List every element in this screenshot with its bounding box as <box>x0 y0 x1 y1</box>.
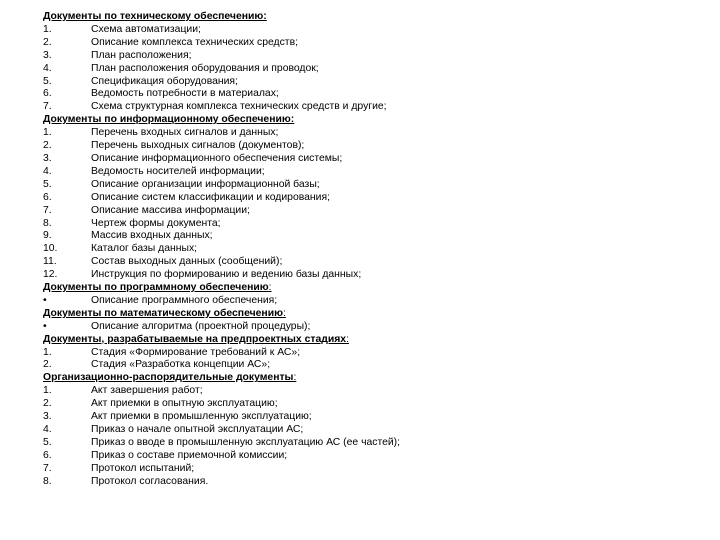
list-item-text: Протокол испытаний; <box>91 462 195 474</box>
section-heading-text: Документы, разрабатываемые на предпроектных стадиях <box>43 333 347 345</box>
list-item-number: 2. <box>43 140 52 152</box>
list-item-text: Описание организации информационной базы; <box>91 178 320 190</box>
list-item-number: 3. <box>43 49 52 61</box>
list-item <box>43 24 703 37</box>
list-item <box>43 424 703 437</box>
list-item <box>43 230 703 243</box>
section-heading-suffix: : <box>293 372 297 384</box>
list-item <box>43 63 703 76</box>
list-item-number: • <box>43 294 47 306</box>
list-item-text: Состав выходных данных (сообщений); <box>91 256 283 268</box>
list-item-text: Ведомость потребности в материалах; <box>91 88 279 100</box>
list-item-text: Акт приемки в промышленную эксплуатацию; <box>91 411 312 423</box>
list-item-number: 2. <box>43 36 52 48</box>
list-item-number: 8. <box>43 475 52 487</box>
list-item-text: Описание алгоритма (проектной процедуры); <box>91 320 311 332</box>
list-item-number: 1. <box>43 385 52 397</box>
list-item-number: • <box>43 320 47 332</box>
list-item-number: 1. <box>43 346 52 358</box>
list-item-text: Описание информационного обеспечения системы; <box>91 152 343 164</box>
list-item <box>43 140 703 153</box>
list-item <box>43 218 703 231</box>
list-item-text: Чертеж формы документа; <box>91 217 221 229</box>
list-item <box>43 88 703 101</box>
list-item-text: Инструкция по формированию и ведению базы данных; <box>91 269 362 281</box>
list-item-text: Схема автоматизации; <box>91 23 201 35</box>
list-item-number: 7. <box>43 462 52 474</box>
section-heading-text: Документы по программному обеспечению <box>43 282 269 294</box>
list-item-text: Акт приемки в опытную эксплуатацию; <box>91 398 278 410</box>
list-item-number: 11. <box>43 256 57 268</box>
list-item <box>43 398 703 411</box>
list-item <box>43 192 703 205</box>
list-item <box>43 37 703 50</box>
list-item-number: 7. <box>43 204 52 216</box>
section-heading <box>43 372 703 385</box>
list-item <box>43 50 703 63</box>
list-item-text: Протокол согласования. <box>91 475 209 487</box>
section-heading-suffix: : <box>268 282 272 294</box>
list-item <box>43 385 703 398</box>
list-item-number: 5. <box>43 75 52 87</box>
list-item-number: 4. <box>43 424 52 435</box>
list-item-number: 9. <box>43 230 52 242</box>
list-item-text: Приказ о вводе в промышленную эксплуатацию АС (ее частей); <box>91 436 401 448</box>
list-item-text: Описание массива информации; <box>91 204 250 216</box>
list-item <box>43 205 703 218</box>
list-item-number: 6. <box>43 88 52 100</box>
section-heading-text: Документы по информационному обеспечению: <box>43 114 295 126</box>
list-item <box>43 347 703 360</box>
section-heading-suffix: : <box>282 307 286 319</box>
section-heading <box>43 282 703 295</box>
list-item-text: План расположения; <box>91 49 192 61</box>
list-item <box>43 359 703 372</box>
list-item <box>43 127 703 140</box>
list-item <box>43 243 703 256</box>
list-item-text: Перечень выходных сигналов (документов); <box>91 140 305 152</box>
list-item-text: Стадия «Формирование требований к АС»; <box>91 346 301 358</box>
list-item-number: 5. <box>43 178 52 190</box>
list-item-text: Описание систем классификации и кодирования; <box>91 191 330 203</box>
list-item-text: Ведомость носителей информации; <box>91 165 265 177</box>
list-item-number: 4. <box>43 62 52 74</box>
section-heading <box>43 334 703 347</box>
document-body <box>43 11 703 489</box>
list-item-text: Массив входных данных; <box>91 230 213 242</box>
list-item <box>43 476 703 489</box>
list-item-number: 3. <box>43 411 52 423</box>
section-heading <box>43 11 703 24</box>
list-item <box>43 256 703 269</box>
list-item-number: 12. <box>43 269 58 281</box>
list-item <box>43 166 703 179</box>
list-item-number: 1. <box>43 127 52 139</box>
list-item-number: 6. <box>43 449 52 461</box>
list-item-number: 10. <box>43 243 58 255</box>
list-item-number: 4. <box>43 165 52 177</box>
list-item <box>43 450 703 463</box>
list-item-number: 6. <box>43 191 52 203</box>
list-item-number: 5. <box>43 436 52 448</box>
list-item <box>43 437 703 450</box>
list-item-number: 2. <box>43 359 52 371</box>
list-item <box>43 269 703 282</box>
section-heading-text: Документы по математическому обеспечению <box>43 307 283 319</box>
list-item-text: Описание программного обеспечения; <box>91 294 278 306</box>
list-item-text: Приказ о составе приемочной комиссии; <box>91 449 288 461</box>
list-item-text: Описание комплекса технических средств; <box>91 36 298 48</box>
list-item-text: Акт завершения работ; <box>91 385 203 397</box>
section-heading-text: Организационно-распорядительные документы <box>43 372 294 384</box>
list-item-number: 7. <box>43 101 52 113</box>
list-item-text: Спецификация оборудования; <box>91 75 238 87</box>
list-item-text: Стадия «Разработка концепции АС»; <box>91 359 271 371</box>
list-item-number: 8. <box>43 217 52 229</box>
section-heading <box>43 308 703 321</box>
list-item <box>43 295 703 308</box>
section-heading-text: Документы по техническому обеспечению: <box>43 11 267 22</box>
list-item-number: 2. <box>43 398 52 410</box>
list-item-number: 1. <box>43 23 52 35</box>
list-item <box>43 101 703 114</box>
list-item <box>43 321 703 334</box>
list-item <box>43 179 703 192</box>
section-heading <box>43 114 703 127</box>
list-item <box>43 76 703 89</box>
list-item-text: Схема структурная комплекса технических средств и другие; <box>91 101 387 113</box>
list-item <box>43 411 703 424</box>
section-heading-suffix: : <box>346 333 349 345</box>
list-item-text: План расположения оборудования и проводок; <box>91 62 319 74</box>
list-item <box>43 153 703 166</box>
list-item-number: 3. <box>43 152 52 164</box>
list-item <box>43 463 703 476</box>
list-item-text: Приказ о начале опытной эксплуатации АС; <box>91 424 304 435</box>
list-item-text: Каталог базы данных; <box>91 243 198 255</box>
list-item-text: Перечень входных сигналов и данных; <box>91 127 279 139</box>
